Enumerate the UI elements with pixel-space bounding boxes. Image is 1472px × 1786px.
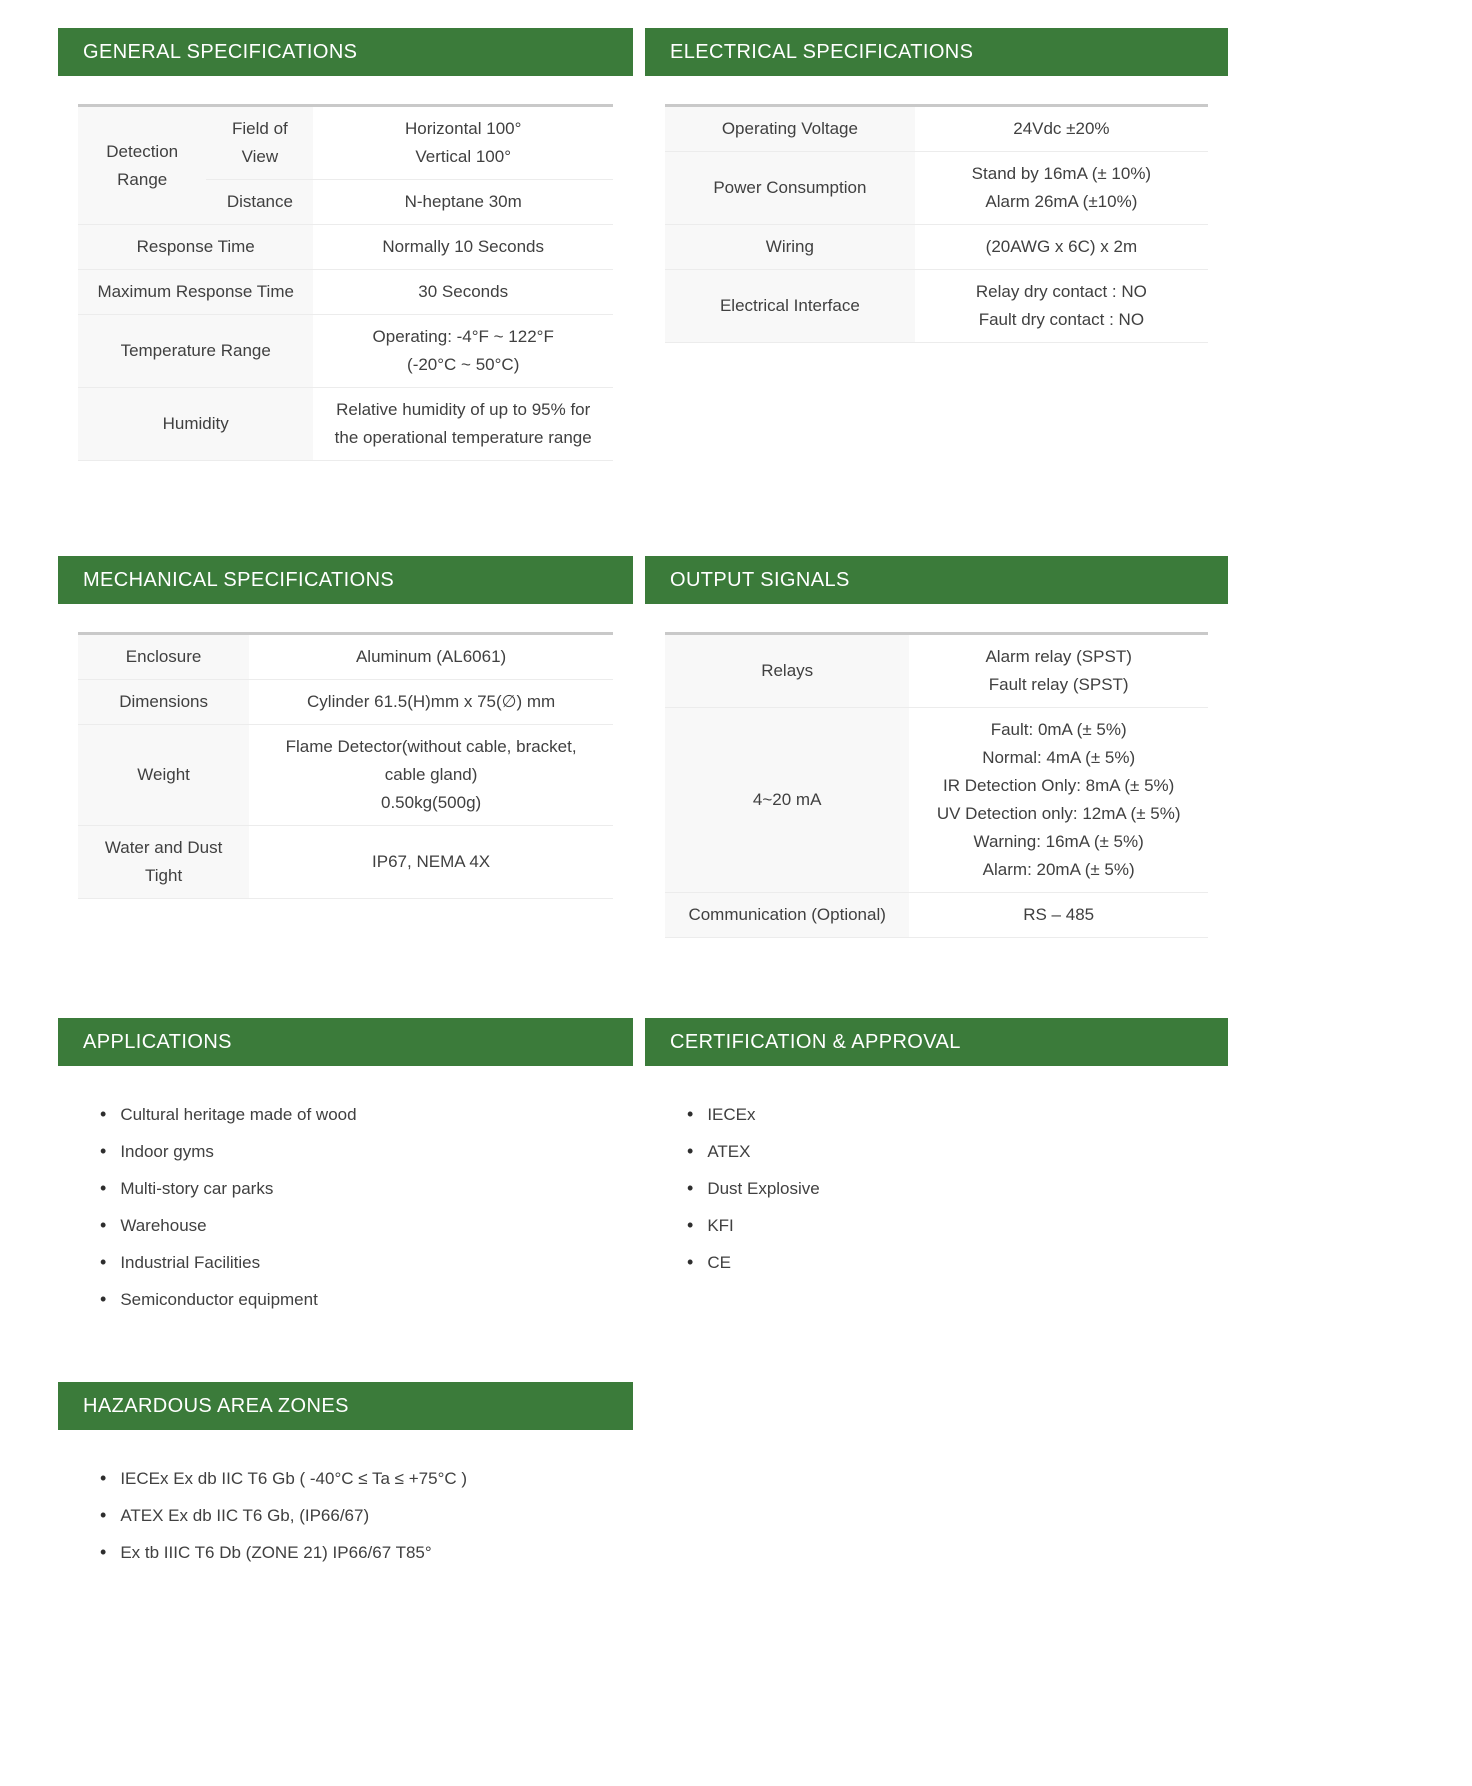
- list-item: [100, 1170, 633, 1207]
- section-row-1: [58, 28, 1228, 461]
- table-row: [665, 225, 1208, 270]
- certification-list: [645, 1096, 1228, 1281]
- list-item-text: ATEX: [707, 1142, 751, 1161]
- spec-label: Operating Voltage: [665, 106, 915, 152]
- list-item: [100, 1244, 633, 1281]
- bullet-icon: •: [100, 1468, 107, 1488]
- certification-section: [645, 1018, 1228, 1281]
- applications-list: [58, 1096, 633, 1318]
- general-specs-section: [58, 28, 633, 461]
- spec-value: Stand by 16mA (± 10%) Alarm 26mA (±10%): [915, 152, 1208, 225]
- spec-label: Electrical Interface: [665, 270, 915, 343]
- hazardous-zones-section: [58, 1382, 1228, 1571]
- spec-value: IP67, NEMA 4X: [249, 826, 613, 899]
- list-item-text: IECEx: [707, 1105, 756, 1124]
- spec-label: Response Time: [78, 225, 313, 270]
- section-title: ELECTRICAL SPECIFICATIONS: [670, 40, 974, 63]
- bullet-icon: •: [100, 1141, 107, 1161]
- spec-label: Temperature Range: [78, 315, 313, 388]
- spec-label: Humidity: [78, 388, 313, 461]
- mechanical-specs-section: [58, 556, 633, 899]
- spec-label: Maximum Response Time: [78, 270, 313, 315]
- list-item: [100, 1096, 633, 1133]
- list-item: [687, 1133, 1228, 1170]
- bullet-icon: •: [100, 1505, 107, 1525]
- list-item-text: CE: [707, 1253, 731, 1272]
- section-title: CERTIFICATION & APPROVAL: [670, 1030, 961, 1053]
- bullet-icon: •: [687, 1178, 694, 1198]
- table-row: [78, 225, 613, 270]
- bullet-icon: •: [100, 1252, 107, 1272]
- spec-value: 30 Seconds: [313, 270, 613, 315]
- spec-value: N-heptane 30m: [313, 180, 613, 225]
- list-item: [687, 1244, 1228, 1281]
- spec-value: Flame Detector(without cable, bracket, cable gland) 0.50kg(500g): [249, 725, 613, 826]
- electrical-specs-section: [645, 28, 1228, 343]
- hazardous-zones-list: [58, 1460, 1228, 1571]
- list-item: [100, 1534, 1228, 1571]
- section-header-certification: [645, 1018, 1228, 1066]
- section-row-3: [58, 1018, 1228, 1318]
- spec-sublabel: Distance: [206, 180, 313, 225]
- bullet-icon: •: [100, 1178, 107, 1198]
- spec-value: (20AWG x 6C) x 2m: [915, 225, 1208, 270]
- spec-value: Aluminum (AL6061): [249, 634, 613, 680]
- bullet-icon: •: [100, 1289, 107, 1309]
- section-header-output-signals: [645, 556, 1228, 604]
- table-row: [78, 826, 613, 899]
- output-signals-table: [665, 632, 1208, 938]
- mechanical-specs-table: [78, 632, 613, 899]
- list-item-text: ATEX Ex db IIC T6 Gb, (IP66/67): [120, 1506, 370, 1525]
- spec-label: Dimensions: [78, 680, 249, 725]
- spec-value: Relay dry contact : NO Fault dry contact : NO: [915, 270, 1208, 343]
- bullet-icon: •: [687, 1104, 694, 1124]
- spec-value: Alarm relay (SPST) Fault relay (SPST): [909, 634, 1208, 708]
- spec-value: Operating: -4°F ~ 122°F (-20°C ~ 50°C): [313, 315, 613, 388]
- spec-sublabel: Field of View: [206, 106, 313, 180]
- table-row: [665, 152, 1208, 225]
- list-item-text: KFI: [707, 1216, 734, 1235]
- list-item: [100, 1133, 633, 1170]
- list-item: [100, 1207, 633, 1244]
- spec-label: Power Consumption: [665, 152, 915, 225]
- applications-section: [58, 1018, 633, 1318]
- spec-label: Water and Dust Tight: [78, 826, 249, 899]
- spec-label: Detection Range: [78, 106, 206, 225]
- table-row: [665, 270, 1208, 343]
- list-item-text: Warehouse: [120, 1216, 207, 1235]
- spec-label: 4~20 mA: [665, 708, 909, 893]
- bullet-icon: •: [100, 1215, 107, 1235]
- table-row: [78, 725, 613, 826]
- table-row: [665, 634, 1208, 708]
- list-item: [687, 1170, 1228, 1207]
- list-item: [100, 1497, 1228, 1534]
- list-item: [100, 1460, 1228, 1497]
- section-header-electrical: [645, 28, 1228, 76]
- list-item-text: IECEx Ex db IIC T6 Gb ( -40°C ≤ Ta ≤ +75°C ): [120, 1469, 468, 1488]
- table-row: [78, 106, 613, 180]
- table-row: [78, 634, 613, 680]
- spec-label: Wiring: [665, 225, 915, 270]
- list-item-text: Dust Explosive: [707, 1179, 820, 1198]
- spec-value: 24Vdc ±20%: [915, 106, 1208, 152]
- spec-value: Relative humidity of up to 95% for the operational temperature range: [313, 388, 613, 461]
- section-header-mechanical: [58, 556, 633, 604]
- bullet-icon: •: [100, 1542, 107, 1562]
- list-item-text: Ex tb IIIC T6 Db (ZONE 21) IP66/67 T85°: [120, 1543, 432, 1562]
- list-item-text: Cultural heritage made of wood: [120, 1105, 357, 1124]
- section-header-hazardous-zones: [58, 1382, 633, 1430]
- section-title: OUTPUT SIGNALS: [670, 568, 850, 591]
- table-row: [665, 893, 1208, 938]
- spec-value: Normally 10 Seconds: [313, 225, 613, 270]
- spec-value: Fault: 0mA (± 5%) Normal: 4mA (± 5%) IR Detection Only: 8mA (± 5%) UV Detection only: 12mA (± 5%) Warning: 16mA (± 5%) Alarm: 20mA (± 5%): [909, 708, 1208, 893]
- electrical-specs-table: [665, 104, 1208, 343]
- list-item-text: Industrial Facilities: [120, 1253, 261, 1272]
- table-row: [665, 708, 1208, 893]
- spec-label: Relays: [665, 634, 909, 708]
- spec-value: RS – 485: [909, 893, 1208, 938]
- table-row: [78, 270, 613, 315]
- section-title: GENERAL SPECIFICATIONS: [83, 40, 358, 63]
- bullet-icon: •: [687, 1215, 694, 1235]
- spec-value: Cylinder 61.5(H)mm x 75(∅) mm: [249, 680, 613, 725]
- section-title: APPLICATIONS: [83, 1030, 232, 1053]
- table-row: [665, 106, 1208, 152]
- list-item: [687, 1096, 1228, 1133]
- output-signals-section: [645, 556, 1228, 938]
- table-row: [78, 388, 613, 461]
- list-item-text: Indoor gyms: [120, 1142, 214, 1161]
- bullet-icon: •: [687, 1252, 694, 1272]
- spec-value: Horizontal 100° Vertical 100°: [313, 106, 613, 180]
- section-row-2: [58, 556, 1228, 938]
- bullet-icon: •: [687, 1141, 694, 1161]
- list-item-text: Multi-story car parks: [120, 1179, 274, 1198]
- section-header-general: [58, 28, 633, 76]
- general-specs-table: [78, 104, 613, 461]
- list-item: [100, 1281, 633, 1318]
- table-row: [78, 315, 613, 388]
- list-item-text: Semiconductor equipment: [120, 1290, 318, 1309]
- spec-label: Enclosure: [78, 634, 249, 680]
- section-header-applications: [58, 1018, 633, 1066]
- section-title: HAZARDOUS AREA ZONES: [83, 1394, 349, 1417]
- bullet-icon: •: [100, 1104, 107, 1124]
- spec-label: Communication (Optional): [665, 893, 909, 938]
- section-title: MECHANICAL SPECIFICATIONS: [83, 568, 395, 591]
- table-row: [78, 680, 613, 725]
- list-item: [687, 1207, 1228, 1244]
- spec-label: Weight: [78, 725, 249, 826]
